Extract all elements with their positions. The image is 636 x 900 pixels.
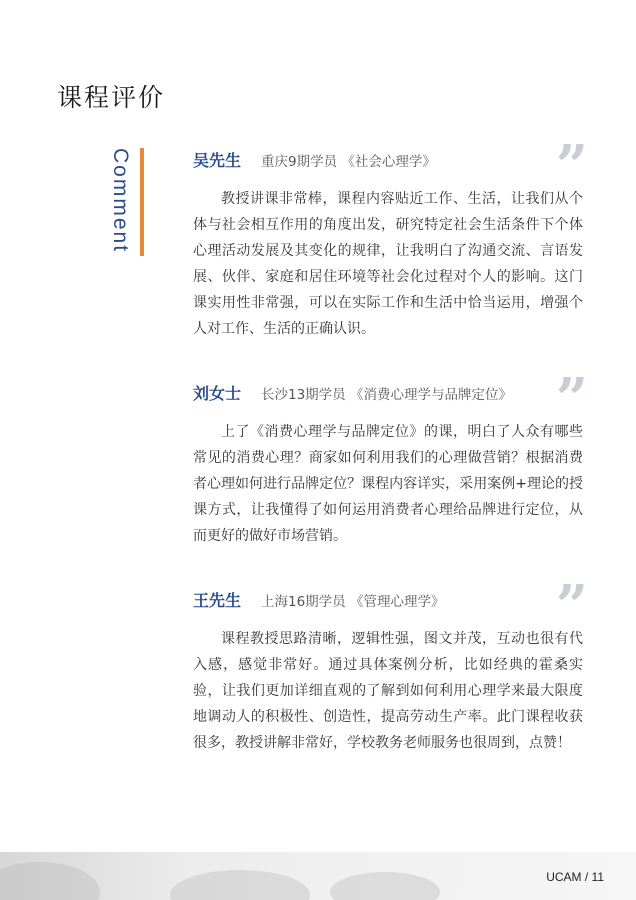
review-card-3 <box>193 573 593 756</box>
reviewer-name: 吴先生 <box>193 151 242 170</box>
review-card-2 <box>193 366 593 549</box>
footer-photo-shape <box>0 862 100 900</box>
quote-icon: ” <box>555 366 588 432</box>
review-body: 教授讲课非常棒，课程内容贴近工作、生活，让我们从个体与社会相互作用的角度出发，研究特定社会生活条件下个体心理活动发展及其变化的规律，让我明白了沟通交流、言语发展、伙伴、家庭和居住环境等社会化过程对个人的影响。这门课实用性非常强，可以在实际工作和生活中恰当运用，增强个人对工作、生活的正确认识。 <box>193 191 583 337</box>
quote-icon: ” <box>555 133 588 199</box>
review-header <box>193 133 593 199</box>
reviewer-meta: 长沙13期学员 《消费心理学与品牌定位》 <box>261 387 512 403</box>
review-body: 课程教授思路清晰，逻辑性强，图文并茂，互动也很有代入感，感觉非常好。通过具体案例分析，比如经典的霍桑实验，让我们更加详细直观的了解到如何利用心理学来最大限度地调动人的积极性、创造性，提高劳动生产率。此门课程收获很多，教授讲解非常好，学校教务老师服务也很周到，点赞！ <box>193 631 583 751</box>
review-card-1 <box>193 133 593 342</box>
quote-icon: ” <box>555 573 588 639</box>
review-header <box>193 573 593 639</box>
review-body: 上了《消费心理学与品牌定位》的课，明白了人众有哪些常见的消费心理？商家如何利用我们的心理做营销？根据消费者心理如何进行品牌定位？课程内容详实，采用案例+理论的授课方式，让我懂得了如何运用消费者心理给品牌进行定位，从而更好的做好市场营销。 <box>193 424 583 544</box>
footer-photo-band <box>0 852 636 900</box>
page-number: UCAM / 11 <box>546 870 604 884</box>
review-header <box>193 366 593 432</box>
accent-bar <box>140 148 144 256</box>
page-title: 课程评价 <box>57 83 166 112</box>
comment-side-label: Comment <box>109 148 132 254</box>
reviewer-meta: 重庆9期学员 《社会心理学》 <box>261 154 436 170</box>
footer-photo-shape <box>170 870 310 900</box>
reviewer-name: 刘女士 <box>193 384 242 403</box>
footer-photo-shape <box>330 872 440 900</box>
reviewer-meta: 上海16期学员 《管理心理学》 <box>261 594 445 610</box>
reviewer-name: 王先生 <box>193 591 242 610</box>
